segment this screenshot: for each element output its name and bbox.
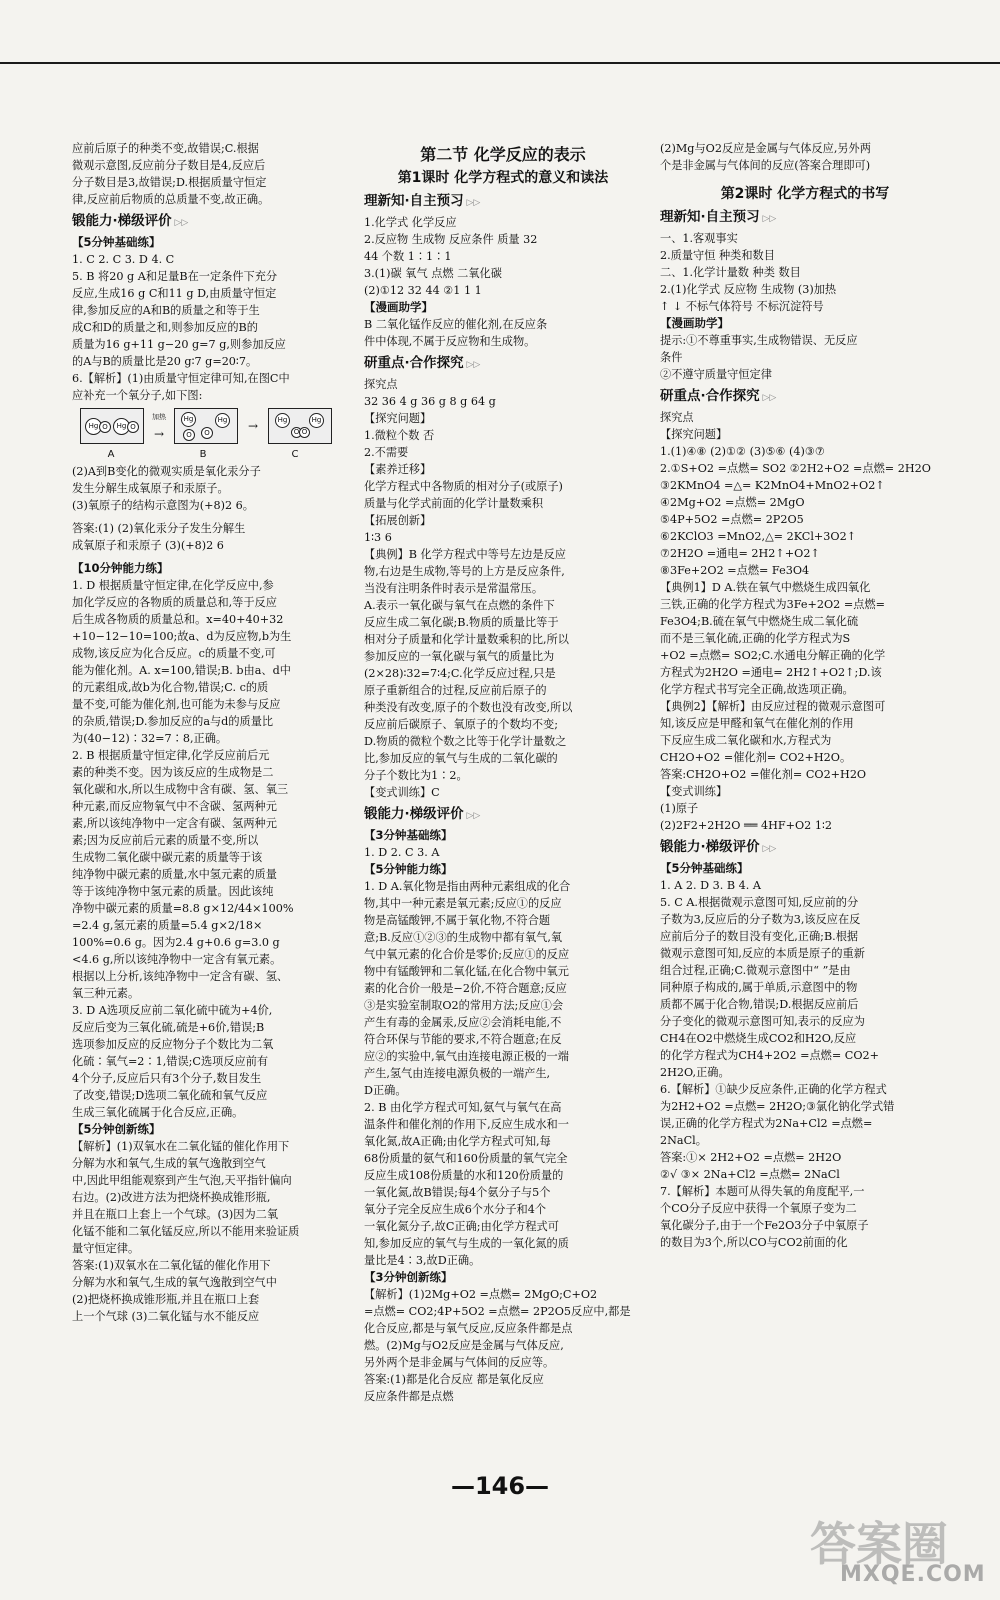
section-heading: 研重点·合作探究 ▷▷ [660, 387, 950, 407]
example-text: 【典例】B 化学方程式中等号左边是反应 物,右边是生成物,等号的上方是反应条件, 当没有注明条件时表示是常温常压。 A.表示一氧化碳与氧气在点燃的条件下 反应生成二氧化碳;B.物质的质量比等于 相对分子质量和化学计量数乘积的比,所以 参加反应的一氧化碳与氧气的质量比为 (2×28)∶32=7∶4;C.化学反应过程,只是 原子重新组合的过程,反应前后原子的 种类没有改变,原子的个数也没有改变,所以 反应前后碳原子、氧原子的个数均不变; D.物质的微粒个数之比等于化学计量数之 比,参加反应的氧气与生成的二氧化碳的 分子个数比为1∶2。 [364, 548, 573, 782]
ability-q1: 1. D A.氧化物是指由两种元素组成的化合 物,其中一种元素是氧元素;反应①的反应 物是高锰酸钾,不属于氧化物,不符合题 意;B.反应①②③的生成物中都有氧气,氧 气中氧元素的化合价是零价;反应①的反应 物中有锰酸钾和二氧化锰,在化合物中氧元 素的化合价一般是−2价,不符合题意;反应 ③是实验室制取O2的常用方法;反应①会 产生有毒的金属汞,反应②会消耗电能,不 符合环保与节能的要求,不符合题意;在反 应②的实验中,氧气由连接电源正极的一端 产生,氢气由连接电源负极的一端产生, D正确。 [364, 880, 571, 1097]
variant-training: 【变式训练】 (1)原子 (2)2F2+2H2O ══ 4HF+O2 1∶2 [660, 785, 832, 832]
comic-help-text: B 二氧化锰作反应的催化剂,在反应条 件中体现,不属于反应物和生成物。 [364, 318, 548, 348]
molecule-diagram [80, 408, 350, 444]
page-number: —146— [450, 1472, 550, 1500]
diagram-box-c: Hg Hg O O [268, 408, 332, 444]
section-heading: 理新知·自主预习 ▷▷ [364, 192, 642, 212]
column-middle [364, 140, 642, 1405]
arrow-heat: 加热 → [152, 413, 166, 441]
watermark-logo: 答案圈 [810, 1517, 948, 1571]
q2-text: 2. B 根据质量守恒定律,化学反应前后元 素的种类不变。因为该反应的生成物是二 氧化碳和水,所以生成物中含有碳、氢、氧三 种元素,而反应物氧气中不含碳、氢两种元 素,所以该纯净物中一定含有碳、氢两种元 素;因为反应前后元素的质量不变,所以 生成物二氧化碳中碳元素的质量等于该 纯净物中碳元素的质量,水中氢元素的质量 等于该纯净物中氢元素的质量。因此该纯 净物中碳元素的质量=8.8 g×12/44×100% =2.4 g,氢元素的质量=5.4 g×2/18× 100%=0.6 g。因为2.4 g+0.6 g=3.0 g <4.6 g,所以该纯净物中一定含有氧元素。 根据以上分析,该纯净物中一定含有碳、氢、 氧三种元素。 [72, 749, 294, 1000]
ability-q2: 2. B 由化学方程式可知,氨气与氧气在高 温条件和催化剂的作用下,反应生成水和一 氧化氮,故A正确;由化学方程式可知,每 68份质量的氨气和160份质量的氧气完全 反应生成108份质量的水和120份质量的 一氧化氮,故B错误;每4个氨分子与5个 氧分子完全反应生成6个水分子和4个 一氧化氮分子,故C正确;由化学方程式可 知,参加反应的氧气与生成的一氧化氮的质 量比是4∶3,故D正确。 [364, 1101, 569, 1267]
q6c-text: 答案:(1) (2)氧化汞分子发生分解生 成氧原子和汞原子 (3)(+8)2 6 [72, 522, 246, 552]
column-right [660, 140, 950, 1251]
column-left [72, 140, 350, 1325]
subsection-label: 【3分钟创新练】 [364, 1270, 453, 1284]
basic-q6: 6.【解析】①缺少反应条件,正确的化学方程式 为2H2+O2 =点燃= 2H2O;③氯化钠化学式错 误,正确的化学方程式为2Na+Cl2 =点燃= 2NaCl。 答案:①× 2H2+O2 =点燃= 2H2O ②√ ③× 2Na+Cl2 =点燃= 2NaCl [660, 1083, 895, 1181]
subsection-label: 【3分钟基础练】 [364, 828, 453, 842]
diagram-box-b: Hg O Hg O [174, 408, 238, 444]
q3-text: 3. D A选项反应前二氧化硫中硫为+4价, 反应后变为三氧化硫,硫是+6价,错误;B 选项参加反应的反应物分子个数比为二氧 化硫∶氧气=2∶1,错误;C选项反应前有 4个分子,反应后只有3个分子,数目发生 了改变,错误;D选项二氧化硫和氧气反应 生成三氧化硫属于化合反应,正确。 [72, 1004, 274, 1119]
subsection-label: 【5分钟基础练】 [660, 861, 749, 875]
answer-line: 1. C 2. C 3. D 4. C [72, 253, 175, 266]
diagram-box-a: Hg O Hg O [80, 408, 144, 444]
watermark-url: MXQE.COM [840, 1562, 986, 1587]
section-heading: 理新知·自主预习 ▷▷ [660, 208, 950, 228]
comic-help-text: 提示:①不尊重事实,生成物错误、无反应 条件 ②不遵守质量守恒定律 [660, 334, 858, 381]
preview-answers: 1.化学式 化学反应 2.反应物 生成物 反应条件 质量 32 44 个数 1∶1∶1 3.(1)碳 氧气 点燃 二氧化碳 (2)①12 32 44 ②1 1 1 [364, 216, 538, 297]
top-rule [0, 62, 1000, 64]
preview-answers: 一、1.客观事实 2.质量守恒 种类和数目 二、1.化学计量数 种类 数目 2.(1)化学式 反应物 生成物 (3)加热 ↑ ↓ 不标气体符号 不标沉淀符号 [660, 232, 837, 313]
explore-text: 探究点 【探究问题】 1.(1)④⑧ (2)①② (3)⑤⑥ (4)③⑦ 2.①S+O2 =点燃= SO2 ②2H2+O2 =点燃= 2H2O ③2KMnO4 =△= K2MnO4+MnO2+O2↑ ④2Mg+O2 =点燃= 2MgO ⑤4P+5O2 =点燃= 2P2O5 ⑥2KClO3 =MnO2,△= 2KCl+3O2↑ ⑦2H2O =通电= 2H2↑+O2↑ ⑧3Fe+2O2 =点燃= Fe3O4 [660, 411, 931, 577]
example2-text: 【典例2】【解析】由反应过程的微观示意图可 知,该反应是甲醛和氧气在催化剂的作用 下反应生成二氧化碳和水,方程式为 CH2O+O2 =催化剂= CO2+H2O。 答案:CH2O+O2 =催化剂= CO2+H2O [660, 700, 886, 781]
answer-line: 1. D 2. C 3. A [364, 846, 440, 859]
q6b-text: (2)A到B变化的微观实质是氧化汞分子 发生分解生成氧原子和汞原子。 (3)氧原子的结构示意图为(+8)2 6。 [72, 465, 261, 512]
section-heading: 锻能力·梯级评价 ▷▷ [660, 838, 950, 858]
subsection-label: 【漫画助学】 [364, 300, 433, 314]
q5-text: 5. B 将20 g A和足量B在一定条件下充分 反应,生成16 g C和11 g D,由质量守恒定 律,参加反应的A和B的质量之和等于生 成C和D的质量之和,则参加反应的B的 质量为16 g+11 g−20 g=7 g,则参加反应 的A与B的质量比是20 g∶7 g=20∶7。 [72, 270, 286, 368]
subsection-label: 【5分钟能力练】 [364, 862, 453, 876]
diagram-labels: A B C [107, 449, 299, 460]
q6-text: 6.【解析】(1)由质量守恒定律可知,在图C中 应补充一个氧分子,如下图: [72, 372, 290, 402]
basic-q5: 5. C A.根据微观示意图可知,反应前的分 子数为3,反应后的分子数为3,该反应在反 应前后分子的数目没有变化,正确;B.根据 微观示意图可知,反应的本质是原子的重新 组合过程,正确;C.微观示意图中“ ”是由 同种原子构成的,属于单质,示意图中的物 质都不属于化合物,错误;D.根据反应前后 分子变化的微观示意图可知,表示的反应为 CH4在O2中燃烧生成CO2和H2O,反应 的化学方程式为CH4+2O2 =点燃= CO2+ 2H2O,正确。 [660, 896, 879, 1079]
section-heading: 锻能力·梯级评价 ▷▷ [72, 212, 350, 232]
q1-text: 1. D 根据质量守恒定律,在化学反应中,参 加化学反应的各物质的质量总和,等于反应 后生成各物质的质量总和。x=40+40+32 +10−12−10=100;故a、d为反应物,b为生 成物,该反应为化合反应。c的质量不变,可 能为催化剂。A. x=100,错误;B. b由a、d中 的元素组成,故b为化合物,错误;C. c的质 量不变,可能为催化剂,也可能为未参与反应 的杂质,错误;D.参加反应的a与d的质量比 为(40−12)∶32=7∶8,正确。 [72, 579, 292, 745]
subsection-label: 【漫画助学】 [660, 316, 729, 330]
lesson-title: 第1课时 化学方程式的意义和读法 [397, 170, 609, 186]
section-title: 第二节 化学反应的表示 [420, 145, 586, 164]
basic-q7: 7.【解析】本题可从得失氧的角度配平,一 个CO分子反应中获得一个氧原子变为二 氧化碳分子,由于一个Fe2O3分子中氧原子 的数目为3个,所以CO与CO2前面的化 [660, 1185, 869, 1249]
innovation-text: 【解析】(1)2Mg+O2 =点燃= 2MgO;C+O2 =点燃= CO2;4P+5O2 =点燃= 2P2O5反应中,都是 化合反应,都是与氧气反应,反应条件都是点 燃。(2)Mg与O2反应是金属与气体反应, 另外两个是非金属与气体间的反应等。 答案:(1)都是化合反应 都是氧化反应 反应条件都是点燃 [364, 1288, 631, 1403]
lesson-title: 第2课时 化学方程式的书写 [720, 186, 890, 202]
q4-text: 【解析】(1)双氧水在二氧化锰的催化作用下 分解为水和氧气,生成的氧气逸散到空气 中,因此甲组能观察到产生气泡,天平指针偏向 右边。(2)改进方法为把烧杯换成锥形瓶, 并且在瓶口上套上一个气球。(3)因为二氧 化锰不能和二氧化锰反应,所以不能用来验证质 量守恒定律。 答案:(1)双氧水在二氧化锰的催化作用下 分解为水和氧气,生成的氧气逸散到空气中 (2)把烧杯换成锥形瓶,并且在瓶口上套 上一个气球 (3)二氧化锰与水不能反应 [72, 1140, 300, 1323]
subsection-label: 【10分钟能力练】 [72, 561, 169, 575]
subsection-label: 【5分钟基础练】 [72, 235, 161, 249]
intro-text: 应前后原子的种类不变,故错误;C.根据 微观示意图,反应前分子数目是4,反应后 分子数目是3,故错误;D.根据质量守恒定 律,反应前后物质的总质量不变,故正确。 [72, 142, 270, 206]
arrow: → [247, 418, 259, 433]
section-heading: 研重点·合作探究 ▷▷ [364, 354, 642, 374]
answer-line: 1. A 2. D 3. B 4. A [660, 879, 761, 892]
example1-text: 【典例1】D A.铁在氧气中燃烧生成四氧化 三铁,正确的化学方程式为3Fe+2O2 =点燃= Fe3O4;B.硫在氧气中燃烧生成二氧化硫 而不是三氧化硫,正确的化学方程式为S +O2 =点燃= SO2;C.水通电分解正确的化学 方程式为2H2O =通电= 2H2↑+O2↑;D.该 化学方程式书写完全正确,故选项正确。 [660, 581, 886, 696]
explore-text: 探究点 32 36 4 g 36 g 8 g 64 g 【探究问题】 1.微粒个数 否 2.不需要 【素养迁移】 化学方程式中各物质的相对分子(或原子) 质量与化学式前面的化学计量数乘积 【拓展创新】 1∶3 6 [364, 378, 563, 544]
continued-text: (2)Mg与O2反应是金属与气体反应,另外两 个是非金属与气体间的反应(答案合理即可) [660, 142, 871, 172]
section-heading: 锻能力·梯级评价 ▷▷ [364, 805, 642, 825]
variant-training: 【变式训练】C [364, 786, 440, 799]
subsection-label: 【5分钟创新练】 [72, 1122, 161, 1136]
